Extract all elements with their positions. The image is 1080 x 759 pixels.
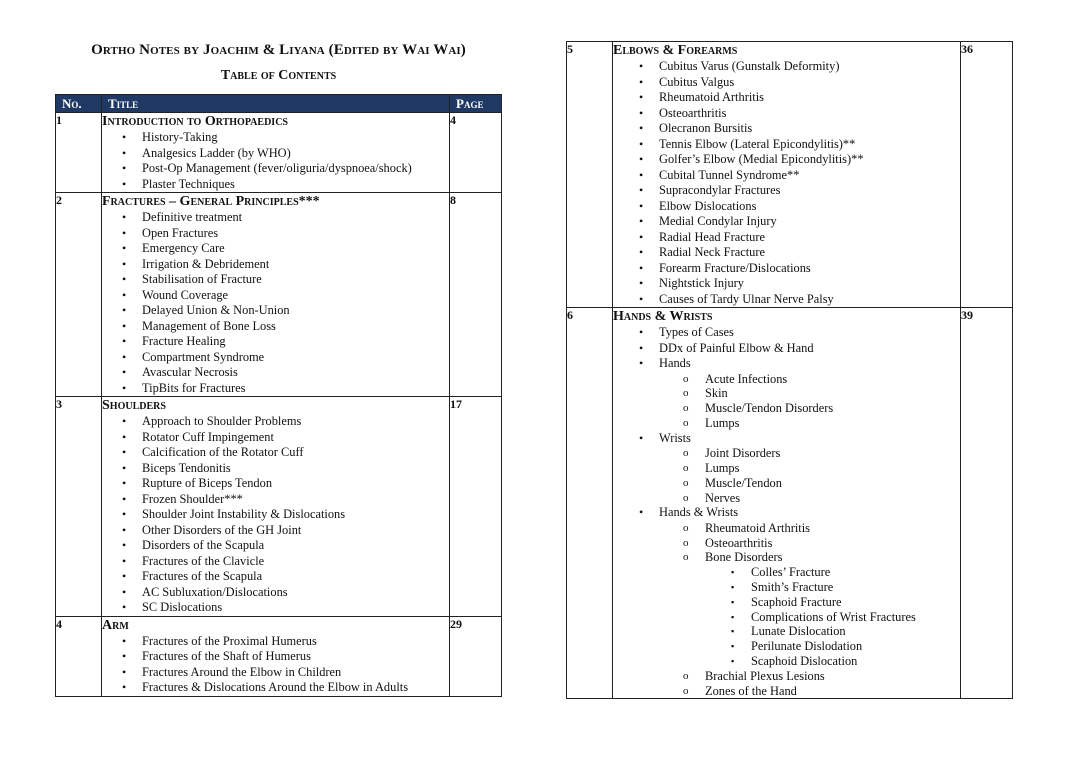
topic-item[interactable] — [613, 565, 960, 580]
section-title[interactable]: Hands & Wrists — [613, 309, 713, 324]
topic-label: Zones of the Hand — [705, 683, 797, 698]
topic-item[interactable] — [613, 639, 960, 654]
topic-label: Elbow Dislocations — [659, 198, 757, 213]
topic-label: Irrigation & Debridement — [142, 256, 270, 271]
topic-label: Hands — [659, 356, 691, 370]
bullet-disc-icon: • — [122, 256, 127, 271]
section-page-number: 39 — [961, 308, 1013, 699]
topic-item[interactable] — [102, 461, 449, 477]
section-title[interactable]: Arm — [102, 617, 129, 633]
section-title-cell — [102, 397, 450, 617]
bullet-circle-icon: o — [683, 521, 689, 534]
bullet-disc-icon: • — [122, 380, 127, 395]
topic-label: Rotator Cuff Impingement — [142, 429, 274, 444]
topic-item[interactable] — [102, 319, 449, 335]
bullet-disc-icon: • — [122, 445, 127, 459]
bullet-disc-icon: • — [122, 334, 127, 348]
toc-table-right — [566, 41, 1013, 699]
topic-item[interactable] — [613, 121, 960, 137]
topic-label: Other Disorders of the GH Joint — [142, 522, 302, 537]
bullet-disc-icon: • — [122, 318, 127, 333]
topic-label: Perilunate Dislodation — [751, 639, 863, 654]
bullet-disc-icon: • — [639, 121, 644, 135]
topic-label: Fractures & Dislocations Around the Elbow in Adults — [142, 680, 409, 694]
bullet-disc-icon: • — [639, 136, 644, 151]
bullet-disc-icon: • — [122, 507, 127, 521]
topic-item[interactable] — [102, 381, 449, 397]
column-header-page: Page — [450, 95, 502, 113]
topic-label: Medial Condylar Injury — [659, 214, 777, 228]
bullet-square-icon: ▪ — [731, 626, 735, 637]
topic-item[interactable] — [613, 183, 960, 199]
topic-label: Smith’s Fracture — [751, 580, 834, 595]
topic-item[interactable] — [613, 446, 960, 461]
bullet-disc-icon: • — [639, 198, 644, 213]
topic-label: Shoulder Joint Instability & Dislocations — [142, 507, 346, 521]
topic-label: Scaphoid Dislocation — [751, 654, 858, 669]
section-title-cell — [613, 308, 961, 699]
bullet-square-icon: ▪ — [731, 596, 735, 607]
bullet-disc-icon: • — [639, 245, 644, 259]
topic-label: Causes of Tardy Ulnar Nerve Palsy — [659, 291, 834, 306]
bullet-circle-icon: o — [683, 387, 689, 400]
topic-label: Scaphoid Fracture — [751, 594, 842, 609]
toc-section-row — [56, 616, 502, 696]
bullet-circle-icon: o — [683, 447, 689, 460]
section-title[interactable]: Fractures – General Principles*** — [102, 194, 320, 209]
bullet-disc-icon: • — [122, 584, 127, 599]
bullet-circle-icon: o — [683, 476, 689, 489]
bullet-disc-icon: • — [122, 161, 127, 175]
topic-label: Nightstick Injury — [659, 276, 745, 290]
topic-item[interactable] — [102, 257, 449, 273]
topic-item[interactable] — [613, 521, 960, 536]
topic-item[interactable] — [102, 585, 449, 601]
bullet-disc-icon: • — [122, 649, 127, 663]
topic-label: Emergency Care — [142, 241, 225, 255]
section-number: 3 — [56, 397, 102, 617]
topic-item[interactable] — [102, 492, 449, 508]
topic-item[interactable] — [613, 152, 960, 168]
bullet-disc-icon: • — [639, 260, 644, 275]
topic-item[interactable] — [613, 75, 960, 91]
bullet-disc-icon: • — [639, 74, 644, 89]
topic-label: Joint Disorders — [705, 446, 781, 461]
bullet-circle-icon: o — [683, 684, 689, 697]
document-title: Ortho Notes by Joachim & Liyana (Edited by Wai Wai) — [91, 42, 466, 58]
bullet-disc-icon: • — [122, 538, 127, 552]
topic-label: Cubitus Valgus — [659, 74, 735, 89]
topic-label: Fractures of the Shaft of Humerus — [142, 649, 311, 663]
bullet-disc-icon: • — [122, 287, 127, 302]
topic-item[interactable] — [102, 414, 449, 430]
topic-item[interactable] — [613, 684, 960, 699]
bullet-circle-icon: o — [683, 669, 689, 682]
topic-label: Colles’ Fracture — [751, 565, 831, 580]
topic-label: Supracondylar Fractures — [659, 183, 781, 197]
bullet-disc-icon: • — [639, 90, 644, 104]
bullet-disc-icon: • — [122, 680, 127, 694]
topic-list — [613, 325, 960, 698]
topic-label: Compartment Syndrome — [142, 349, 265, 364]
bullet-disc-icon: • — [122, 176, 127, 191]
topic-label: Biceps Tendonitis — [142, 460, 231, 475]
topic-label: Plaster Techniques — [142, 176, 235, 191]
topic-label: Rupture of Biceps Tendon — [142, 476, 273, 490]
section-title-cell — [102, 616, 450, 696]
topic-item[interactable] — [102, 365, 449, 381]
toc-body-right — [567, 42, 1013, 699]
topic-item[interactable] — [102, 649, 449, 665]
section-title[interactable]: Elbows & Forearms — [613, 43, 738, 58]
bullet-disc-icon: • — [122, 476, 127, 490]
topic-item[interactable] — [102, 272, 449, 288]
topic-label: AC Subluxation/Dislocations — [142, 584, 288, 599]
topic-label: Disorders of the Scapula — [142, 538, 265, 552]
section-page-number: 8 — [450, 193, 502, 397]
topic-label: Complications of Wrist Fractures — [751, 609, 916, 624]
topic-label: Analgesics Ladder (by WHO) — [142, 145, 291, 160]
topic-label: Bone Disorders — [705, 550, 783, 565]
topic-label: Muscle/Tendon — [705, 475, 782, 490]
section-page-number: 17 — [450, 397, 502, 617]
toc-section-row — [56, 397, 502, 617]
bullet-square-icon: ▪ — [731, 611, 735, 622]
topic-label: Osteoarthritis — [659, 105, 727, 120]
topic-item[interactable] — [102, 634, 449, 650]
topic-item[interactable] — [613, 491, 960, 506]
toc-header-row — [56, 95, 502, 113]
topic-label: Fractures Around the Elbow in Children — [142, 664, 342, 679]
topic-label: Avascular Necrosis — [142, 365, 238, 379]
bullet-disc-icon: • — [122, 569, 127, 583]
bullet-disc-icon: • — [639, 356, 644, 370]
topic-label: Brachial Plexus Lesions — [705, 668, 825, 683]
topic-item[interactable] — [613, 550, 960, 565]
topic-item[interactable] — [102, 226, 449, 242]
topic-item[interactable] — [102, 288, 449, 304]
topic-label: Radial Neck Fracture — [659, 245, 765, 259]
topic-label: Cubitus Varus (Gunstalk Deformity) — [659, 59, 840, 73]
bullet-disc-icon: • — [122, 633, 127, 648]
bullet-disc-icon: • — [122, 272, 127, 286]
topic-label: Stabilisation of Fracture — [142, 272, 262, 286]
topic-item[interactable] — [102, 538, 449, 554]
topic-item[interactable] — [102, 130, 449, 146]
topic-item[interactable] — [613, 199, 960, 215]
document-subtitle: Table of Contents — [220, 68, 337, 83]
bullet-disc-icon: • — [639, 152, 644, 166]
topic-item[interactable] — [613, 595, 960, 610]
bullet-disc-icon: • — [639, 229, 644, 244]
topic-label: Fractures of the Scapula — [142, 569, 263, 583]
bullet-square-icon: ▪ — [731, 656, 735, 667]
topic-label: Calcification of the Rotator Cuff — [142, 445, 304, 459]
bullet-disc-icon: • — [639, 291, 644, 306]
topic-item[interactable] — [613, 356, 960, 372]
bullet-disc-icon: • — [122, 365, 127, 379]
topic-item[interactable] — [102, 445, 449, 461]
topic-item[interactable] — [613, 214, 960, 230]
topic-item[interactable] — [613, 137, 960, 153]
section-number: 6 — [567, 308, 613, 699]
bullet-disc-icon: • — [122, 491, 127, 506]
bullet-disc-icon: • — [639, 183, 644, 197]
topic-label: History-Taking — [142, 130, 218, 144]
topic-item[interactable] — [102, 350, 449, 366]
topic-label: Types of Cases — [659, 325, 734, 339]
topic-item[interactable] — [613, 401, 960, 416]
bullet-circle-icon: o — [683, 372, 689, 385]
topic-item[interactable] — [102, 334, 449, 350]
topic-list — [102, 634, 449, 696]
topic-item[interactable] — [102, 554, 449, 570]
column-header-title: Title — [102, 95, 450, 113]
topic-item[interactable] — [613, 476, 960, 491]
topic-item[interactable] — [102, 600, 449, 616]
bullet-disc-icon: • — [122, 553, 127, 568]
topic-label: Lumps — [705, 460, 740, 475]
topic-item[interactable] — [613, 230, 960, 246]
toc-section-row — [56, 113, 502, 193]
bullet-circle-icon: o — [683, 461, 689, 474]
topic-item[interactable] — [613, 276, 960, 292]
bullet-disc-icon: • — [122, 460, 127, 475]
topic-item[interactable] — [613, 610, 960, 625]
topic-item[interactable] — [613, 431, 960, 447]
section-number: 4 — [56, 616, 102, 696]
topic-item[interactable] — [613, 536, 960, 551]
topic-item[interactable] — [613, 461, 960, 476]
topic-item[interactable] — [613, 261, 960, 277]
topic-label: Wound Coverage — [142, 287, 229, 302]
topic-item[interactable] — [613, 580, 960, 595]
topic-label: Golfer’s Elbow (Medial Epicondylitis)** — [659, 152, 864, 166]
bullet-disc-icon: • — [122, 210, 127, 224]
section-title[interactable]: Introduction to Orthopaedics — [102, 114, 288, 129]
topic-item[interactable] — [613, 341, 960, 357]
topic-label: Skin — [705, 386, 728, 401]
bullet-disc-icon: • — [122, 522, 127, 537]
topic-list — [102, 130, 449, 192]
bullet-disc-icon: • — [639, 167, 644, 182]
topic-item[interactable] — [613, 624, 960, 639]
topic-label: Rheumatoid Arthritis — [705, 520, 810, 535]
topic-label: Cubital Tunnel Syndrome** — [659, 167, 800, 182]
bullet-circle-icon: o — [683, 536, 689, 549]
bullet-disc-icon: • — [122, 414, 127, 428]
section-number: 1 — [56, 113, 102, 193]
section-page-number: 36 — [961, 42, 1013, 308]
bullet-disc-icon: • — [639, 340, 644, 355]
topic-label: SC Dislocations — [142, 600, 223, 614]
topic-item[interactable] — [613, 386, 960, 401]
topic-item[interactable] — [613, 416, 960, 431]
topic-item[interactable] — [613, 669, 960, 684]
topic-label: Radial Head Fracture — [659, 229, 765, 244]
bullet-circle-icon: o — [683, 416, 689, 429]
topic-label: Post-Op Management (fever/oliguria/dyspnoea/shock) — [142, 161, 412, 175]
topic-item[interactable] — [102, 523, 449, 539]
topic-list — [102, 414, 449, 616]
topic-item[interactable] — [102, 430, 449, 446]
section-number: 5 — [567, 42, 613, 308]
topic-item[interactable] — [613, 168, 960, 184]
topic-label: Wrists — [659, 430, 691, 445]
bullet-circle-icon: o — [683, 491, 689, 504]
topic-item[interactable] — [102, 303, 449, 319]
topic-item[interactable] — [102, 507, 449, 523]
topic-label: Fractures of the Clavicle — [142, 553, 265, 568]
topic-item[interactable] — [102, 161, 449, 177]
toc-table-left — [55, 94, 502, 697]
topic-label: Rheumatoid Arthritis — [659, 90, 764, 104]
topic-item[interactable] — [102, 476, 449, 492]
topic-item[interactable] — [102, 210, 449, 226]
topic-label: Osteoarthritis — [705, 535, 773, 550]
topic-label: Tennis Elbow (Lateral Epicondylitis)** — [659, 136, 856, 151]
topic-label: Forearm Fracture/Dislocations — [659, 260, 811, 275]
topic-label: Management of Bone Loss — [142, 318, 276, 333]
section-page-number: 29 — [450, 616, 502, 696]
topic-item[interactable] — [102, 177, 449, 193]
topic-list — [613, 59, 960, 307]
section-page-number: 4 — [450, 113, 502, 193]
topic-label: Open Fractures — [142, 225, 219, 240]
topic-item[interactable] — [102, 680, 449, 696]
topic-item[interactable] — [613, 90, 960, 106]
bullet-disc-icon: • — [122, 429, 127, 444]
topic-item[interactable] — [613, 372, 960, 387]
topic-label: Fractures of the Proximal Humerus — [142, 633, 317, 648]
section-title-cell — [613, 42, 961, 308]
bullet-disc-icon: • — [639, 59, 644, 73]
topic-item[interactable] — [613, 292, 960, 308]
topic-label: Delayed Union & Non-Union — [142, 303, 290, 317]
bullet-disc-icon: • — [122, 241, 127, 255]
bullet-disc-icon: • — [639, 105, 644, 120]
topic-label: Nerves — [705, 490, 741, 505]
bullet-square-icon: ▪ — [731, 567, 735, 578]
topic-label: Fracture Healing — [142, 334, 226, 348]
bullet-disc-icon: • — [122, 145, 127, 160]
topic-label: DDx of Painful Elbow & Hand — [659, 340, 814, 355]
bullet-disc-icon: • — [639, 505, 644, 520]
topic-item[interactable] — [613, 106, 960, 122]
topic-label: Olecranon Bursitis — [659, 121, 753, 135]
toc-section-row — [567, 308, 1013, 699]
bullet-square-icon: ▪ — [731, 582, 735, 593]
topic-label: Lumps — [705, 415, 740, 430]
topic-label: TipBits for Fractures — [142, 380, 246, 395]
bullet-disc-icon: • — [122, 600, 127, 614]
topic-label: Frozen Shoulder*** — [142, 491, 243, 506]
toc-body-left — [56, 113, 502, 697]
topic-label: Lunate Dislocation — [751, 624, 846, 639]
bullet-disc-icon: • — [122, 349, 127, 364]
section-title-cell — [102, 193, 450, 397]
section-title[interactable]: Shoulders — [102, 398, 166, 413]
bullet-disc-icon: • — [639, 276, 644, 290]
topic-label: Acute Infections — [705, 371, 788, 386]
bullet-disc-icon: • — [639, 325, 644, 339]
section-number: 2 — [56, 193, 102, 397]
topic-item[interactable] — [102, 665, 449, 681]
column-header-no: No. — [56, 95, 102, 113]
toc-section-row — [567, 42, 1013, 308]
topic-item[interactable] — [613, 245, 960, 261]
bullet-disc-icon: • — [122, 130, 127, 144]
topic-item[interactable] — [613, 325, 960, 341]
topic-label: Definitive treatment — [142, 210, 243, 224]
topic-label: Muscle/Tendon Disorders — [705, 401, 834, 416]
toc-section-row — [56, 193, 502, 397]
bullet-disc-icon: • — [122, 303, 127, 317]
bullet-circle-icon: o — [683, 402, 689, 415]
bullet-disc-icon: • — [122, 664, 127, 679]
topic-label: Hands & Wrists — [659, 505, 739, 520]
bullet-disc-icon: • — [639, 214, 644, 228]
topic-item[interactable] — [102, 241, 449, 257]
topic-list — [102, 210, 449, 396]
section-title-cell — [102, 113, 450, 193]
bullet-disc-icon: • — [122, 225, 127, 240]
bullet-square-icon: ▪ — [731, 641, 735, 652]
topic-label: Approach to Shoulder Problems — [142, 414, 302, 428]
topic-item[interactable] — [613, 505, 960, 521]
topic-item[interactable] — [613, 654, 960, 669]
bullet-circle-icon: o — [683, 551, 689, 564]
topic-item[interactable] — [613, 59, 960, 75]
bullet-disc-icon: • — [639, 430, 644, 445]
topic-item[interactable] — [102, 146, 449, 162]
topic-item[interactable] — [102, 569, 449, 585]
